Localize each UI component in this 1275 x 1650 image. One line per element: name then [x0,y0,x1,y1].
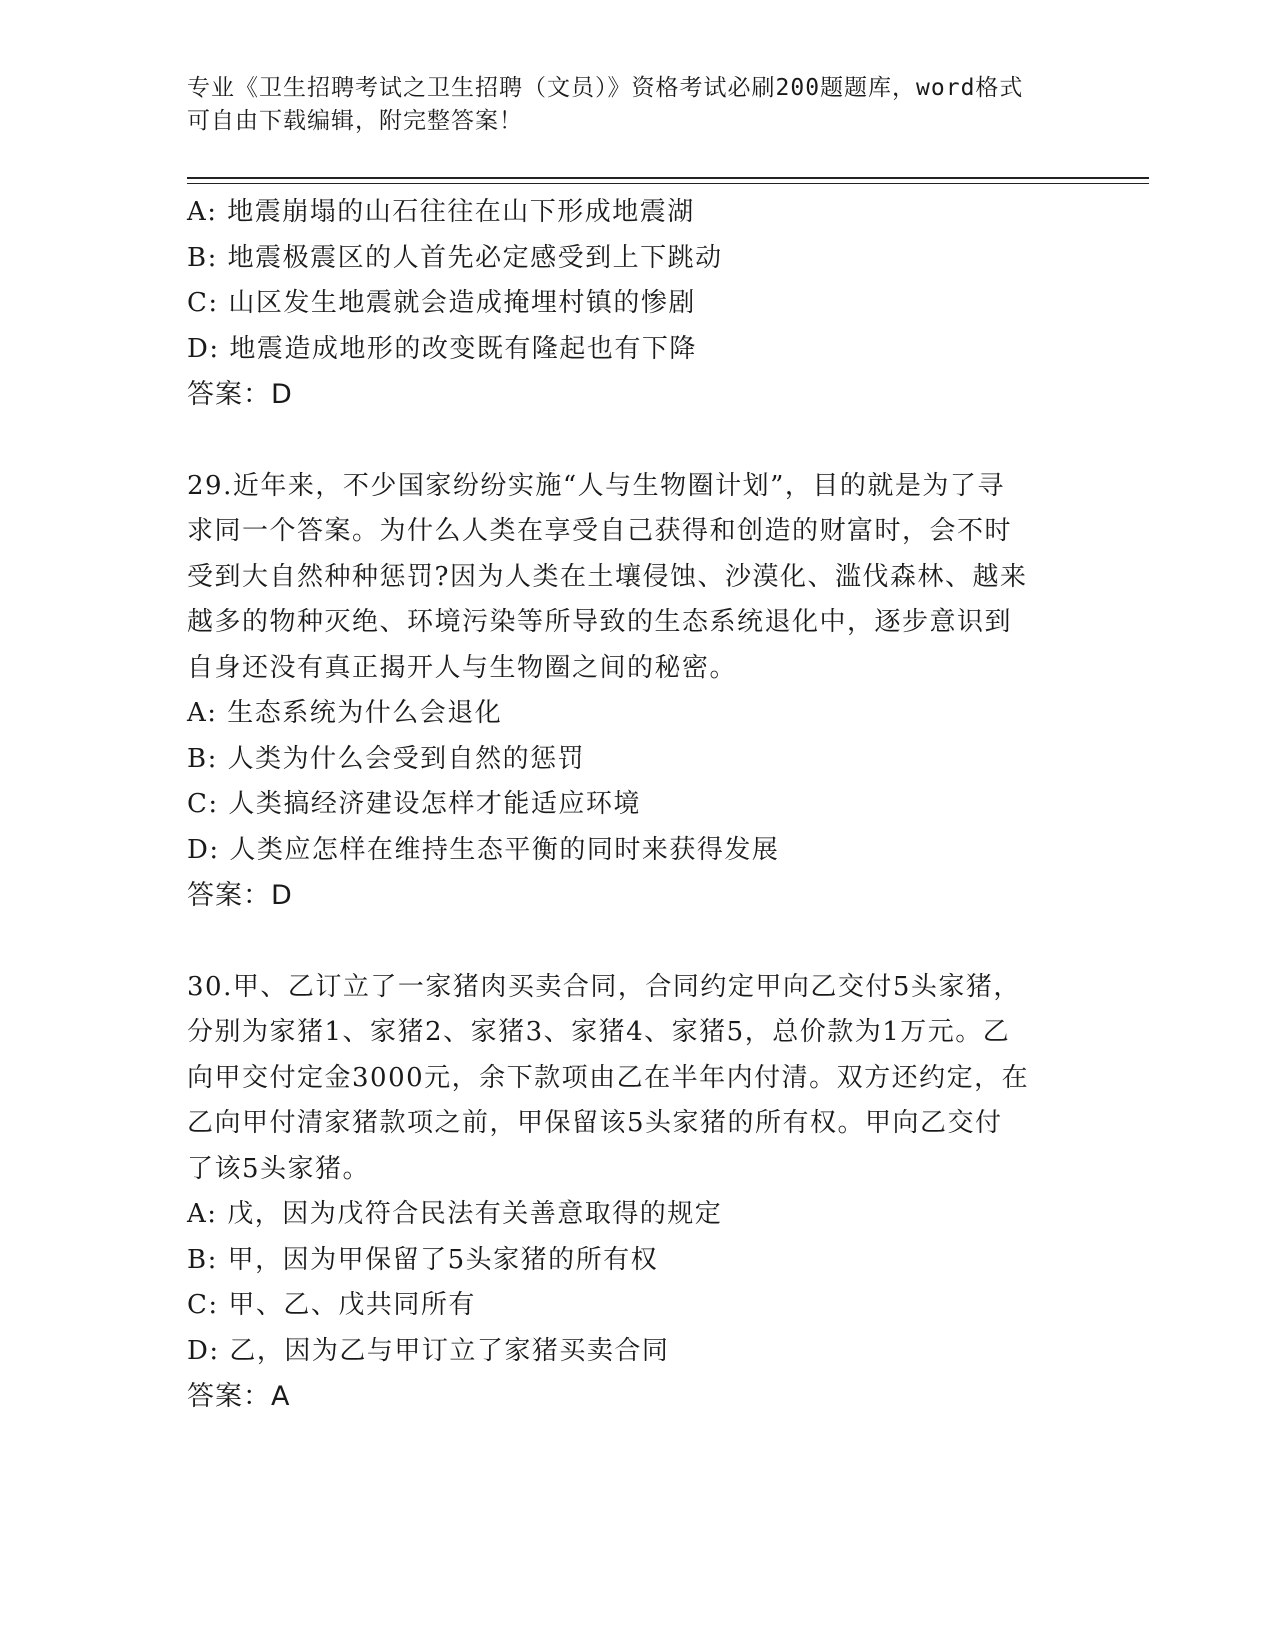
question-stem-line: 29.近年来，不少国家纷纷实施“人与生物圈计划”，目的就是为了寻 [187,470,1005,501]
option-a: A: 生态系统为什么会退化 [187,698,503,728]
question-29 [187,464,1087,919]
option-d: D: 乙，因为乙与甲订立了家猪买卖合同 [187,1335,670,1366]
option-c: C: 山区发生地震就会造成掩埋村镇的惨剧 [187,288,696,318]
answer: 答案：A [187,1381,291,1412]
header-rule-thin [187,183,1149,184]
question-28 [187,190,1087,418]
document-body [187,190,1087,1420]
document-header [187,72,1087,138]
question-stem-line: 分别为家猪1、家猪2、家猪3、家猪4、家猪5，总价款为1万元。乙 [187,1017,1011,1047]
option-c: C: 甲、乙、戊共同所有 [187,1290,476,1320]
section-spacer [187,418,1087,464]
section-spacer [187,919,1087,965]
question-stem-line: 受到大自然种种惩罚?因为人类在土壤侵蚀、沙漠化、滥伐森林、越来 [187,561,1028,592]
question-30 [187,965,1087,1420]
header-rule-thick [187,177,1149,179]
question-stem-line: 乙向甲付清家猪款项之前，甲保留该5头家猪的所有权。甲向乙交付 [187,1108,1003,1138]
question-stem-line: 30.甲、乙订立了一家猪肉买卖合同，合同约定甲向乙交付5头家猪， [187,971,1021,1002]
answer: 答案：D [187,880,293,911]
question-stem-line: 越多的物种灭绝、环境污染等所导致的生态系统退化中，逐步意识到 [187,607,1013,637]
header-title-line-2: 可自由下载编辑，附完整答案！ [187,108,523,134]
option-b: B: 人类为什么会受到自然的惩罚 [187,743,586,774]
option-b: B: 甲，因为甲保留了5头家猪的所有权 [187,1244,659,1275]
option-c: C: 人类搞经济建设怎样才能适应环境 [187,789,641,819]
option-d: D: 人类应怎样在维持生态平衡的同时来获得发展 [187,834,780,865]
option-d: D: 地震造成地形的改变既有隆起也有下降 [187,333,697,364]
question-stem-line: 自身还没有真正揭开人与生物圈之间的秘密。 [187,652,738,683]
question-stem-line: 求同一个答案。为什么人类在享受自己获得和创造的财富时，会不时 [187,516,1013,546]
answer: 答案：D [187,379,293,410]
question-stem-line: 向甲交付定金3000元，余下款项由乙在半年内付清。双方还约定，在 [187,1062,1030,1093]
option-b: B: 地震极震区的人首先必定感受到上下跳动 [187,242,723,273]
header-title-line-1: 专业《卫生招聘考试之卫生招聘（文员）》资格考试必刷200题题库，word格式 [187,75,1024,101]
option-a: A: 地震崩塌的山石往往在山下形成地震湖 [187,197,695,227]
option-a: A: 戊，因为戊符合民法有关善意取得的规定 [187,1199,723,1229]
question-stem-line: 了该5头家猪。 [187,1153,371,1184]
